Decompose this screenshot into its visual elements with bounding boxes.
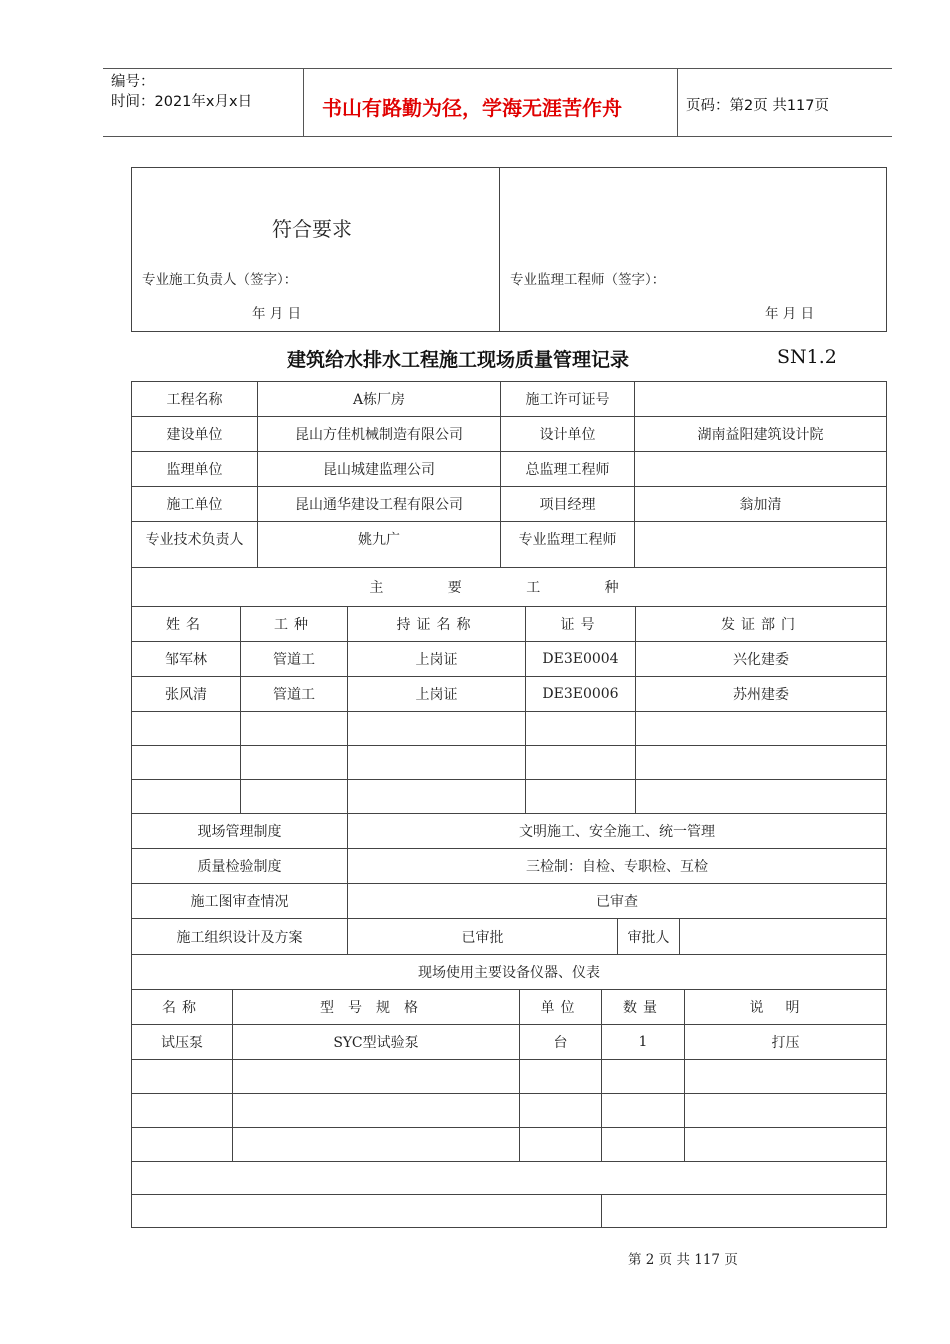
table-cell — [348, 712, 526, 746]
contractor-label: 施工单位 — [132, 487, 258, 522]
table-row — [132, 677, 887, 712]
table-row — [132, 642, 887, 677]
table-cell: 上岗证 — [348, 677, 526, 712]
table-cell: 苏州建委 — [636, 677, 887, 712]
table-cell — [233, 1128, 520, 1162]
table-row — [132, 522, 887, 568]
table-cell — [348, 746, 526, 780]
chief-supervisor-label: 总监理工程师 — [501, 452, 635, 487]
specialist-supervisor-label: 专业监理工程师 — [501, 522, 635, 568]
col-header-model: 型号规格 — [233, 990, 520, 1025]
col-header-name: 姓名 — [132, 607, 241, 642]
table-row — [132, 1094, 887, 1128]
table-cell: 管道工 — [241, 677, 348, 712]
table-cell — [233, 1094, 520, 1128]
conclusion-text: 符合要求 — [272, 217, 352, 241]
permit-no-value — [635, 382, 887, 417]
permit-no-label: 施工许可证号 — [501, 382, 635, 417]
table-row — [132, 1128, 887, 1162]
table-cell — [685, 1060, 887, 1094]
table-cell — [132, 1094, 233, 1128]
table-row — [132, 849, 887, 884]
table-cell — [526, 746, 636, 780]
left-sign-date: 年 月 日 — [252, 306, 302, 322]
table-cell — [636, 712, 887, 746]
site-system-value: 文明施工、安全施工、统一管理 — [348, 814, 887, 849]
table-row — [132, 568, 887, 607]
equipment-section-title: 现场使用主要设备仪器、仪表 — [132, 955, 887, 990]
table-row — [132, 746, 887, 780]
table-row — [132, 607, 887, 642]
site-system-label: 现场管理制度 — [132, 814, 348, 849]
org-design-label: 施工组织设计及方案 — [132, 919, 348, 955]
table-cell — [636, 780, 887, 814]
table-cell — [602, 1060, 685, 1094]
blank-cell-left — [132, 1195, 602, 1228]
table-cell — [526, 780, 636, 814]
trades-section-title: 主 要 工 种 — [132, 568, 887, 607]
blank-row — [132, 1162, 887, 1195]
tech-lead-label: 专业技术负责人 — [132, 522, 258, 568]
table-cell — [241, 780, 348, 814]
header-top-rule — [103, 68, 892, 69]
quality-system-value: 三检制：自检、专职检、互检 — [348, 849, 887, 884]
signature-cell-right — [500, 168, 887, 332]
table-cell — [132, 780, 241, 814]
table-row — [132, 1060, 887, 1094]
table-cell — [636, 746, 887, 780]
drawing-review-label: 施工图审查情况 — [132, 884, 348, 919]
table-row — [132, 382, 887, 417]
right-signer-label: 专业监理工程师（签字）： — [510, 272, 666, 288]
table-row — [132, 1195, 887, 1228]
table-cell — [348, 780, 526, 814]
document-title: 建筑给水排水工程施工现场质量管理记录 — [287, 349, 630, 371]
drawing-review-value: 已审查 — [348, 884, 887, 919]
table-cell — [520, 1094, 602, 1128]
col-header-cert-name: 持证名称 — [348, 607, 526, 642]
table-cell: 张风清 — [132, 677, 241, 712]
col-header-remark: 说明 — [685, 990, 887, 1025]
serial-label: 编号： — [111, 74, 155, 90]
page-info: 页码：第2页 共117页 — [686, 98, 830, 114]
header-bottom-rule — [103, 136, 892, 137]
table-cell: 兴化建委 — [636, 642, 887, 677]
table-cell: SYC型试验泵 — [233, 1025, 520, 1060]
supervisor-label: 监理单位 — [132, 452, 258, 487]
table-cell: 管道工 — [241, 642, 348, 677]
project-name-value: A栋厂房 — [258, 382, 501, 417]
table-cell — [132, 746, 241, 780]
approver-label: 审批人 — [618, 919, 680, 955]
table-cell: DE3E0006 — [526, 677, 636, 712]
designer-value: 湖南益阳建筑设计院 — [635, 417, 887, 452]
table-row — [132, 452, 887, 487]
table-row — [132, 919, 887, 955]
table-cell: 1 — [602, 1025, 685, 1060]
table-cell — [526, 712, 636, 746]
table-cell — [685, 1128, 887, 1162]
tech-lead-value: 姚九广 — [258, 522, 501, 568]
signature-cell-left — [132, 168, 500, 332]
table-row — [132, 780, 887, 814]
col-header-cert-no: 证号 — [526, 607, 636, 642]
table-cell — [520, 1128, 602, 1162]
col-header-trade: 工种 — [241, 607, 348, 642]
table-cell: 打压 — [685, 1025, 887, 1060]
table-cell — [602, 1128, 685, 1162]
blank-cell-right — [602, 1195, 887, 1228]
table-cell — [685, 1094, 887, 1128]
document-code: SN1.2 — [777, 346, 837, 368]
table-cell: 试压泵 — [132, 1025, 233, 1060]
signature-box — [131, 167, 887, 332]
owner-label: 建设单位 — [132, 417, 258, 452]
table-row — [132, 1162, 887, 1195]
management-table — [131, 813, 887, 990]
table-cell — [233, 1060, 520, 1094]
table-cell: 邹军林 — [132, 642, 241, 677]
approver-value — [680, 919, 887, 955]
equipment-table — [131, 989, 887, 1228]
table-row — [132, 955, 887, 990]
chief-supervisor-value — [635, 452, 887, 487]
header-divider-left — [303, 68, 304, 136]
col-header-issuer: 发证部门 — [636, 607, 887, 642]
table-row — [132, 487, 887, 522]
table-cell — [520, 1060, 602, 1094]
table-cell: 台 — [520, 1025, 602, 1060]
left-signer-label: 专业施工负责人（签字）： — [142, 272, 298, 288]
specialist-supervisor-value — [635, 522, 887, 568]
date-label: 时间：2021年x月x日 — [111, 94, 253, 110]
right-sign-date: 年 月 日 — [765, 306, 815, 322]
project-manager-label: 项目经理 — [501, 487, 635, 522]
footer-page-number: 第 2 页 共 117 页 — [628, 1252, 738, 1268]
header-motto: 书山有路勤为径，学海无涯苦作舟 — [322, 96, 622, 120]
designer-label: 设计单位 — [501, 417, 635, 452]
project-manager-value: 翁加清 — [635, 487, 887, 522]
col-header-unit: 单位 — [520, 990, 602, 1025]
project-info-table — [131, 381, 887, 607]
quality-system-label: 质量检验制度 — [132, 849, 348, 884]
table-cell — [132, 1128, 233, 1162]
col-header-quantity: 数量 — [602, 990, 685, 1025]
owner-value: 昆山方佳机械制造有限公司 — [258, 417, 501, 452]
table-cell — [602, 1094, 685, 1128]
supervisor-value: 昆山城建监理公司 — [258, 452, 501, 487]
table-cell — [241, 746, 348, 780]
table-cell — [132, 1060, 233, 1094]
table-cell: 上岗证 — [348, 642, 526, 677]
trades-table — [131, 606, 887, 814]
table-cell: DE3E0004 — [526, 642, 636, 677]
org-design-value: 已审批 — [348, 919, 618, 955]
table-row — [132, 1025, 887, 1060]
table-row — [132, 884, 887, 919]
table-row — [132, 990, 887, 1025]
table-row — [132, 712, 887, 746]
header-divider-right — [677, 68, 678, 136]
table-row — [132, 814, 887, 849]
table-row — [132, 417, 887, 452]
table-cell — [241, 712, 348, 746]
table-cell — [132, 712, 241, 746]
col-header-equip-name: 名称 — [132, 990, 233, 1025]
project-name-label: 工程名称 — [132, 382, 258, 417]
contractor-value: 昆山通华建设工程有限公司 — [258, 487, 501, 522]
